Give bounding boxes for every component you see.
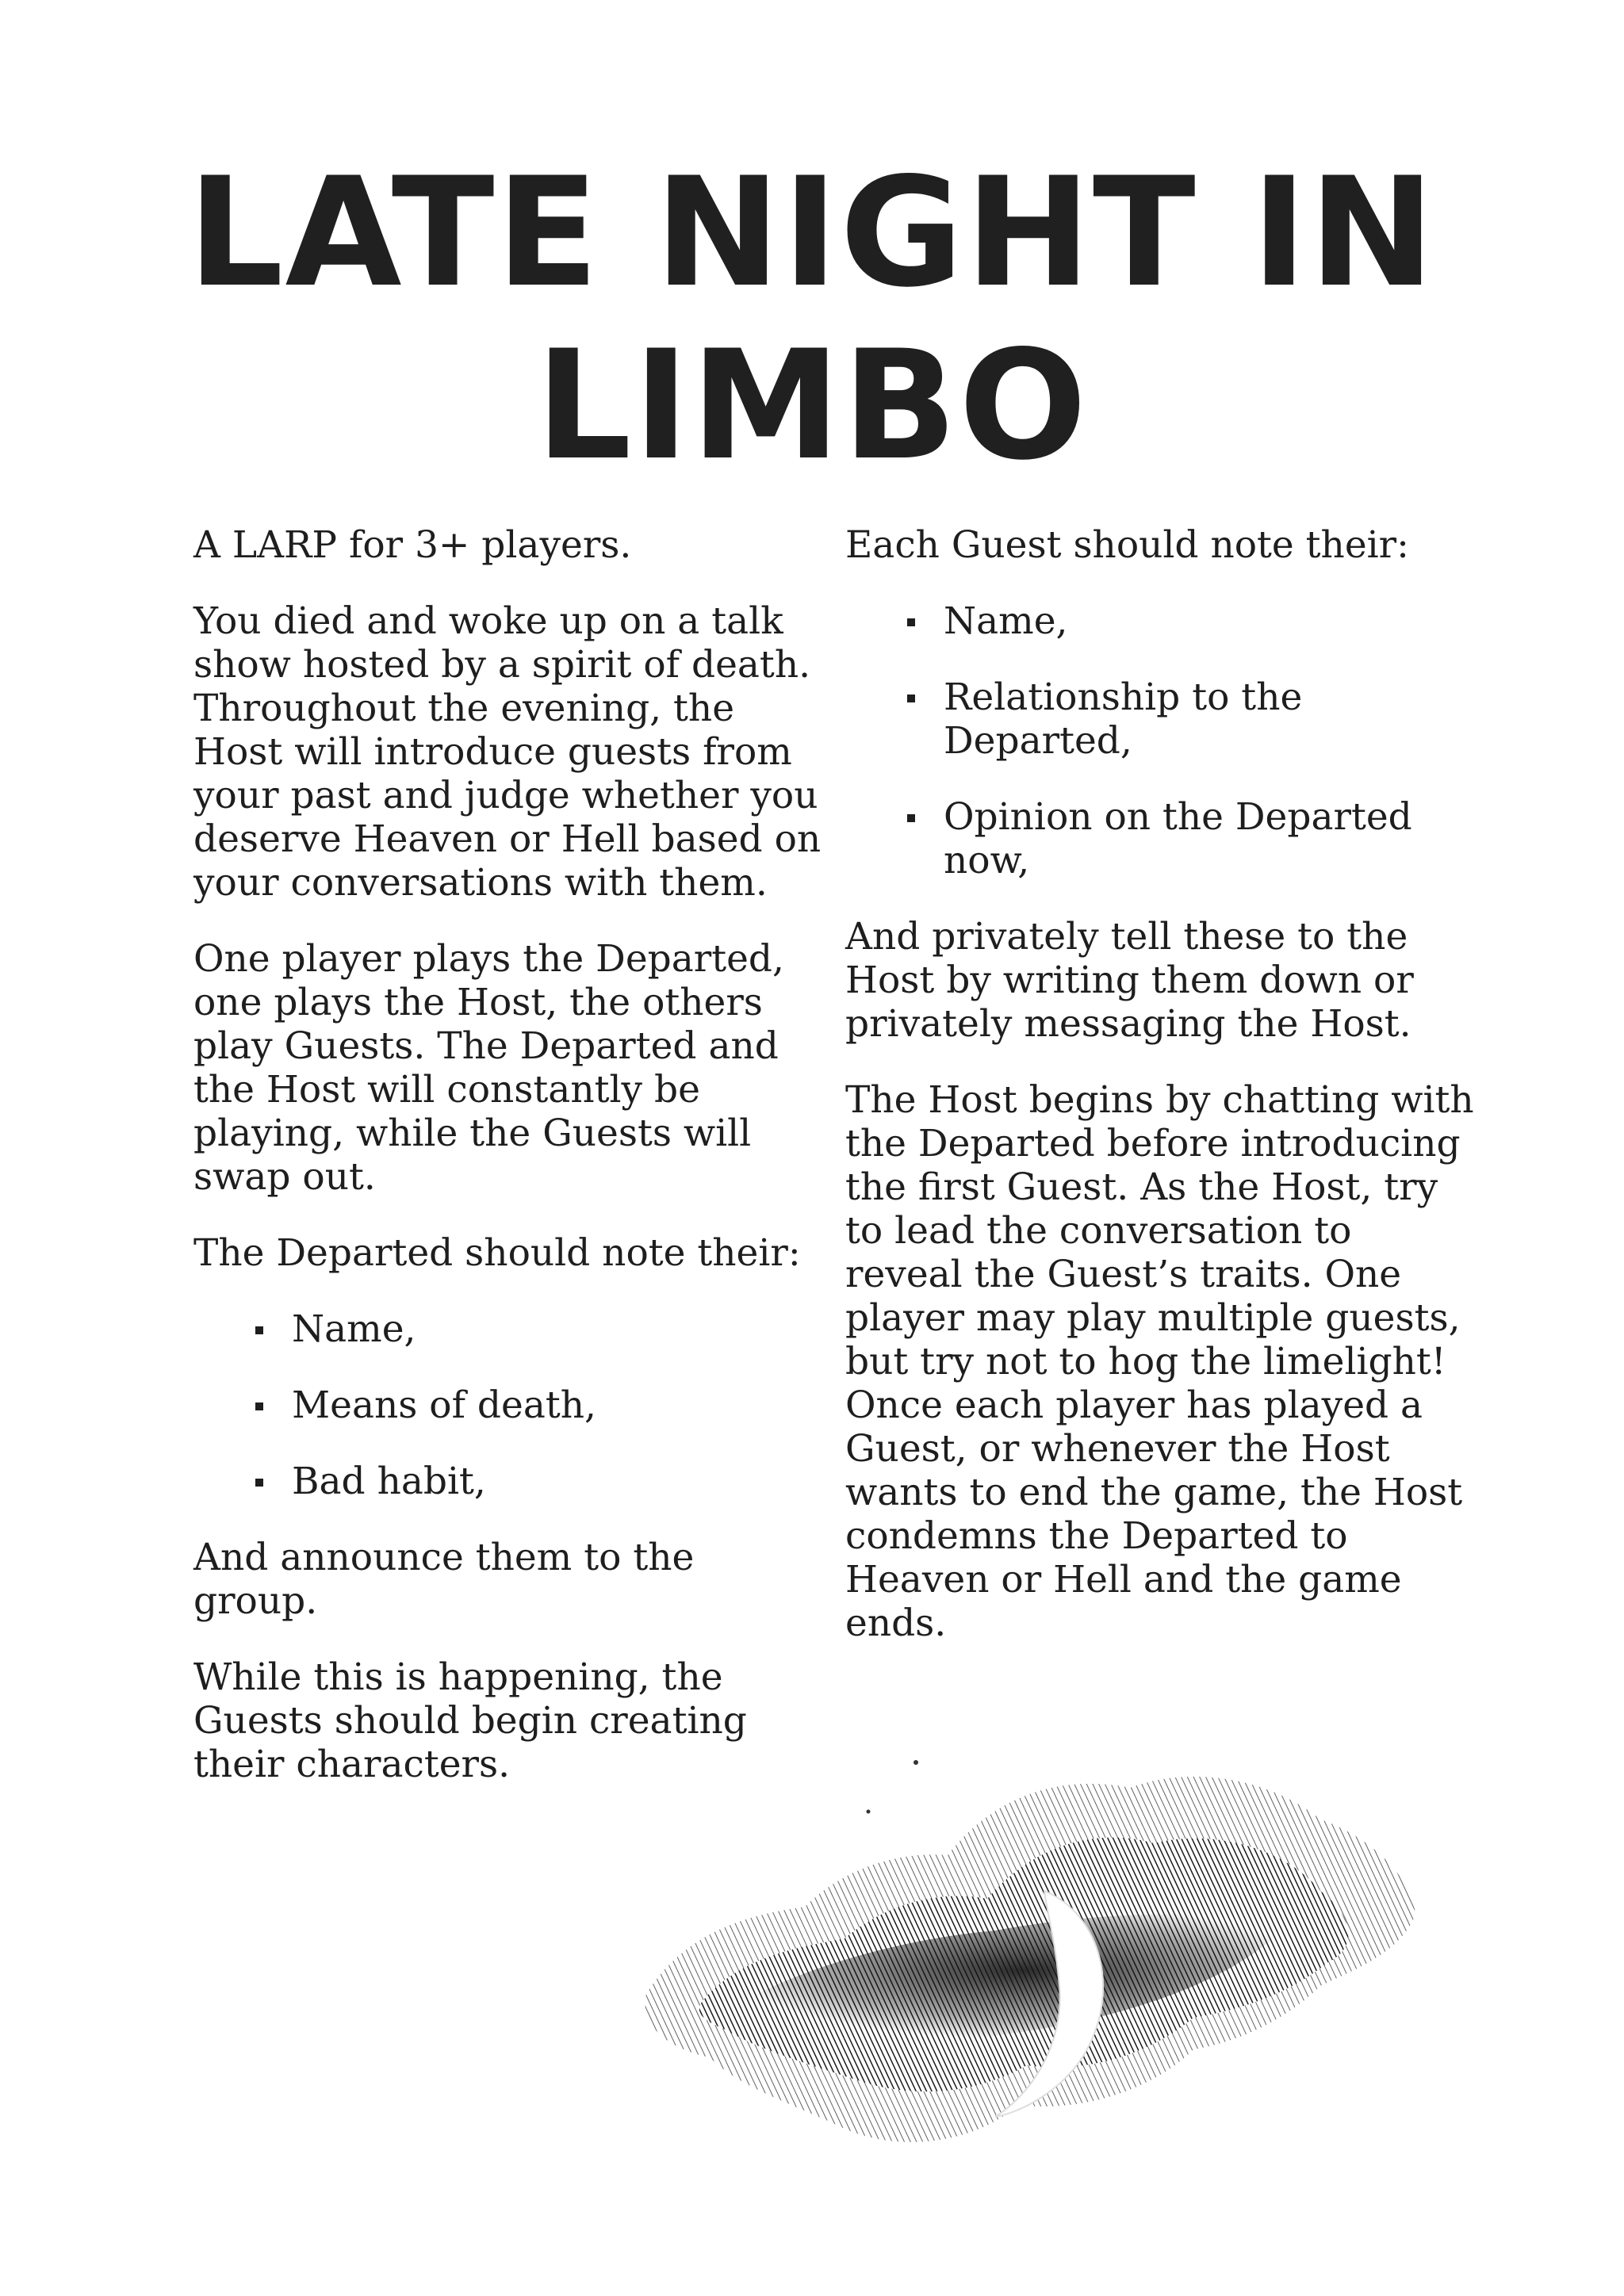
roles-paragraph: One player plays the Departed, one plays the Host, the others play Guests. The Departed and the Host will constantly be playing, while the Guests will swap out. xyxy=(193,937,784,1199)
premise-paragraph: You died and woke up on a talk show hosted by a spirit of death. Throughout the evening, the Host will introduce guests from your past and judge whether you deserve Heaven or Hell based on your conversations with them. xyxy=(193,599,822,905)
left-column xyxy=(193,523,828,1819)
guest-list xyxy=(845,599,1480,882)
guests-create-paragraph: While this is happening, the Guests should begin creating their characters. xyxy=(193,1655,747,1786)
page-title xyxy=(0,147,1624,492)
guest-note-paragraph: Each Guest should note their: xyxy=(845,523,1409,567)
departed-note-paragraph: The Departed should note their: xyxy=(193,1231,801,1275)
list-item: Name, xyxy=(845,599,1480,643)
list-item: Bad habit, xyxy=(193,1460,828,1503)
list-item: Opinion on the Departed now, xyxy=(845,795,1480,882)
intro-paragraph: A LARP for 3+ players. xyxy=(193,523,632,567)
right-column xyxy=(845,523,1480,1678)
list-item: Means of death, xyxy=(193,1383,828,1427)
host-begins-paragraph: The Host begins by chatting with the Departed before introducing the first Guest. As the Host, try to lead the conversation to reveal the Guest’s traits. One player may play multiple guests, but try not to hog the limelight! Once each player has played a Guest, or whenever the Host wants to end the game, the Host condemns the Departed to Heaven or Hell and the game ends. xyxy=(845,1078,1474,1645)
crescent-moon-clouds-icon xyxy=(638,1756,1423,2168)
list-item: Relationship to the Departed, xyxy=(845,675,1480,763)
announce-paragraph: And announce them to the group. xyxy=(193,1536,695,1623)
private-tell-paragraph: And privately tell these to the Host by writing them down or privately messaging the Host. xyxy=(845,915,1414,1046)
departed-list xyxy=(193,1307,828,1503)
title-line-2: LIMBO xyxy=(535,318,1089,493)
title-line-1: LATE NIGHT IN xyxy=(187,145,1437,320)
list-item: Name, xyxy=(193,1307,828,1351)
